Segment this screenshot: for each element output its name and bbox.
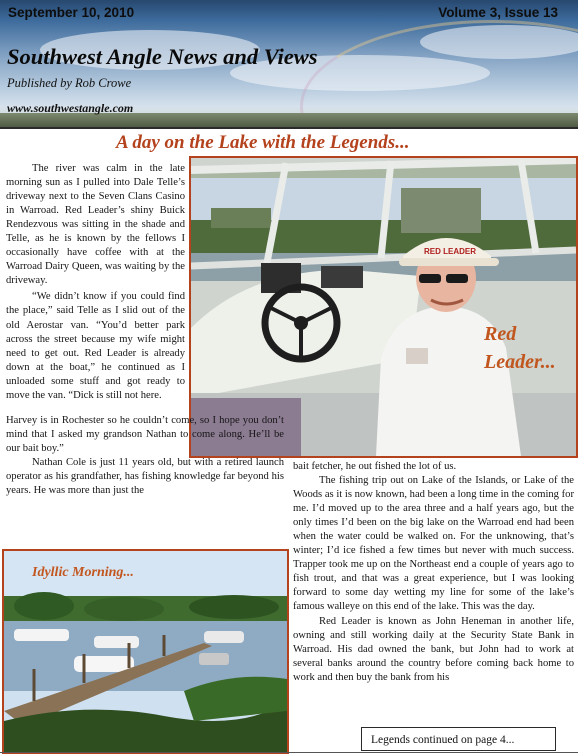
article-column-1	[6, 162, 185, 403]
marina-illustration	[4, 551, 287, 752]
header-rule	[0, 127, 578, 129]
publisher-line: Published by Rob Crowe	[7, 76, 132, 90]
bottom-rule	[0, 752, 578, 753]
article-column-2	[293, 460, 574, 685]
volume-issue: Volume 3, Issue 13	[438, 5, 558, 20]
paragraph: Nathan Cole is just 11 years old, but with a retired launch operator as his grandfather, has fishing knowledge far beyond his years. He was more than just the	[6, 457, 284, 497]
boat-cabin-illustration	[191, 158, 576, 456]
newsletter-title: Southwest Angle News and Views	[7, 44, 318, 69]
paragraph-continued: Harvey is in Rochester so he couldn’t come, so I hope you don’t mind that I asked my grandson Nathan to come along. He’ll be our bait boy.”	[6, 415, 284, 455]
continued-box[interactable]: Legends continued on page 4...	[361, 727, 556, 751]
paragraph: The river was calm in the late morning sun as I pulled into Dale Telle’s driveway next to the Seven Clans Casino in Warroad. Red Leader’s shiny Buick Rendezvous was sitting in the shade and Telle, as he is known by the fellows I occasionally have coffee with at the Warroad Dairy Queen, was waiting by the driveway.	[6, 163, 185, 287]
paragraph: “We didn’t know if you could find the place,” said Telle as I slid out of the old Aerostar van. “You’d better park across the street because my wife might need to get out. Red Leader is already down at the boat,” he continued as I unloaded some stuff and got ready to move the van. “Dick is still not here.	[6, 291, 185, 401]
paragraph: bait fetcher, he out fished the lot of us.	[293, 461, 457, 472]
photo-caption-line2: Leader...	[484, 351, 556, 373]
photo2-caption: Idyllic Morning...	[32, 565, 134, 580]
paragraph: Red Leader is known as John Heneman in another life, owning and still working daily at the Security State Bank in Warroad. His dad owned the bank, but John had to work at several banks around the country before coming back home to work and then buy the bank from his	[293, 615, 574, 683]
photo-caption-line1: Red	[484, 323, 517, 345]
photo-caption	[484, 320, 556, 376]
issue-date: September 10, 2010	[8, 5, 135, 20]
article-column-1-lower	[6, 414, 284, 498]
rainbow-graphic	[300, 20, 578, 127]
website-link[interactable]: www.southwestangle.com	[7, 101, 134, 115]
cap-text: RED LEADER	[424, 247, 477, 256]
article-headline: A day on the Lake with the Legends...	[116, 132, 410, 153]
red-leader-photo	[189, 156, 578, 458]
idyllic-morning-photo	[2, 549, 289, 754]
paragraph: The fishing trip out on Lake of the Islands, or Lake of the Woods as it is now known, had been a long time in the coming for me. I’d moved up to the area three and a half years ago, but the only times I’d been on the big lake on the Warroad end had been when the water could be walked on. For the unknowing, that’s winter; I’d ice fished a few times but never with much success. Trapper took me up on the Northeast end a couple of years ago to fish trout, and that was a great experience, but I was looking forward to some day wetting my line for some of the lake’s famous walleye on this end of the lake. This was the day.	[293, 475, 574, 613]
